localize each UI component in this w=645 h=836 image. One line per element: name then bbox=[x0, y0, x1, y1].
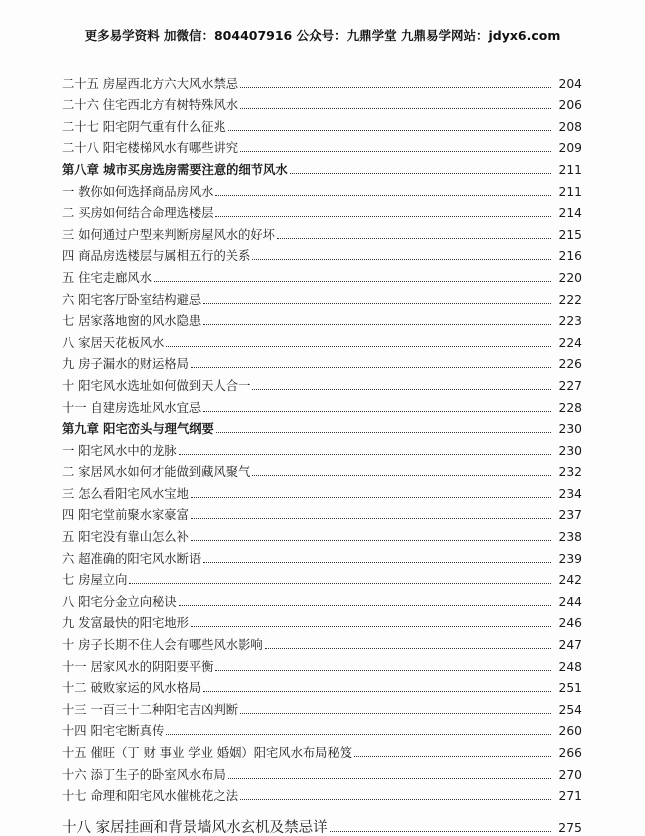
toc-entry-title: 十五 催旺（丁 财 事业 学业 婚姻）阳宅风水布局秘笈 bbox=[62, 746, 353, 760]
toc-page-number: 209 bbox=[558, 141, 582, 156]
toc-page-number: 275 bbox=[558, 820, 582, 836]
toc-entry-title: 二 家居风水如何才能做到藏风聚气 bbox=[62, 465, 251, 480]
toc-page-number: 224 bbox=[558, 335, 582, 350]
toc-entry[interactable] bbox=[62, 178, 582, 200]
toc-entry-title: 六 超准确的阳宅风水断语 bbox=[62, 551, 202, 566]
toc-page-number: 206 bbox=[558, 98, 582, 113]
dot-leader bbox=[203, 691, 551, 692]
toc-entry[interactable] bbox=[62, 394, 582, 416]
toc-page-number: 214 bbox=[558, 206, 582, 221]
toc-page-number: 223 bbox=[558, 314, 582, 329]
toc-entry[interactable] bbox=[62, 545, 582, 567]
toc-entry[interactable] bbox=[62, 675, 582, 697]
toc-entry[interactable] bbox=[62, 351, 582, 373]
dot-leader bbox=[166, 346, 551, 347]
toc-entry-title: 十一 自建房选址风水宜忌 bbox=[62, 400, 202, 415]
toc-entry[interactable] bbox=[62, 567, 582, 589]
toc-entry[interactable] bbox=[62, 480, 582, 502]
toc-entry[interactable] bbox=[62, 200, 582, 222]
dot-leader bbox=[290, 173, 551, 174]
toc-page-number: 271 bbox=[558, 789, 582, 804]
toc-entry-title: 四 商品房选楼层与属相五行的关系 bbox=[62, 249, 251, 264]
toc-entry[interactable] bbox=[62, 718, 582, 740]
dot-leader bbox=[203, 303, 551, 304]
toc-entry-title: 十四 阳宅宅断真传 bbox=[62, 724, 165, 739]
toc-entry-title: 一 教你如何选择商品房风水 bbox=[62, 184, 214, 199]
dot-leader bbox=[228, 130, 551, 131]
dot-leader bbox=[354, 756, 551, 757]
toc-entry-title: 二十六 住宅西北方有树特殊风水 bbox=[62, 98, 239, 113]
toc-page-number: 227 bbox=[558, 378, 582, 393]
toc-entry-title: 七 居家落地窗的风水隐患 bbox=[62, 314, 202, 329]
toc-page-number: 204 bbox=[558, 76, 582, 91]
toc-entry-title: 二十五 房屋西北方六大风水禁忌 bbox=[62, 76, 239, 91]
toc-page-number: 211 bbox=[558, 162, 582, 177]
table-of-contents bbox=[62, 70, 582, 836]
toc-page-number: 230 bbox=[558, 443, 582, 458]
dot-leader bbox=[252, 259, 551, 260]
toc-page-number: 242 bbox=[558, 573, 582, 588]
dot-leader bbox=[191, 626, 551, 627]
toc-entry[interactable] bbox=[62, 221, 582, 243]
toc-entry[interactable] bbox=[62, 92, 582, 114]
toc-page-number: 208 bbox=[558, 119, 582, 134]
toc-entry-title: 十八 家居挂画和背景墙风水玄机及禁忌详 bbox=[62, 820, 328, 836]
dot-leader bbox=[191, 540, 551, 541]
toc-page-number: 232 bbox=[558, 465, 582, 480]
toc-entry[interactable] bbox=[62, 308, 582, 330]
toc-entry-title: 六 阳宅客厅卧室结构避忌 bbox=[62, 292, 202, 307]
toc-entry[interactable] bbox=[62, 286, 582, 308]
toc-entry[interactable] bbox=[62, 329, 582, 351]
toc-page-number: 234 bbox=[558, 486, 582, 501]
dot-leader bbox=[240, 108, 551, 109]
dot-leader bbox=[228, 778, 551, 779]
toc-entry-title: 第八章 城市买房选房需要注意的细节风水 bbox=[62, 161, 288, 177]
toc-entry-title: 二十八 阳宅楼梯风水有哪些讲究 bbox=[62, 141, 239, 156]
toc-entry[interactable] bbox=[62, 739, 582, 761]
dot-leader bbox=[166, 734, 551, 735]
toc-entry-title: 八 家居天花板风水 bbox=[62, 335, 165, 350]
toc-page-number: 230 bbox=[558, 422, 582, 437]
toc-entry[interactable] bbox=[62, 653, 582, 675]
toc-page-number: 228 bbox=[558, 400, 582, 415]
dot-leader bbox=[203, 411, 551, 412]
toc-entry[interactable] bbox=[62, 459, 582, 481]
toc-page-number: 216 bbox=[558, 249, 582, 264]
toc-entry[interactable] bbox=[62, 804, 582, 836]
dot-leader bbox=[129, 583, 551, 584]
toc-page-number: 251 bbox=[558, 681, 582, 696]
toc-page-number: 237 bbox=[558, 508, 582, 523]
dot-leader bbox=[240, 799, 551, 800]
toc-chapter-entry[interactable] bbox=[62, 156, 582, 178]
toc-entry[interactable] bbox=[62, 696, 582, 718]
toc-entry[interactable] bbox=[62, 113, 582, 135]
dot-leader bbox=[252, 389, 551, 390]
dot-leader bbox=[203, 324, 551, 325]
toc-entry-title: 三 怎么看阳宅风水宝地 bbox=[62, 486, 189, 501]
dot-leader bbox=[265, 648, 551, 649]
toc-page-number: 220 bbox=[558, 270, 582, 285]
toc-entry[interactable] bbox=[62, 783, 582, 805]
toc-entry-title: 八 阳宅分金立向秘诀 bbox=[62, 594, 177, 609]
toc-entry-title: 十七 命理和阳宅风水催桃花之法 bbox=[62, 789, 239, 804]
toc-entry[interactable] bbox=[62, 610, 582, 632]
toc-entry-title: 十 阳宅风水选址如何做到天人合一 bbox=[62, 378, 251, 393]
toc-page-number: 254 bbox=[558, 702, 582, 717]
toc-entry-title: 五 住宅走廊风水 bbox=[62, 270, 152, 285]
toc-page-number: 247 bbox=[558, 638, 582, 653]
toc-entry-title: 二 买房如何结合命理选楼层 bbox=[62, 206, 214, 221]
dot-leader bbox=[215, 670, 551, 671]
toc-page-number: 246 bbox=[558, 616, 582, 631]
toc-entry[interactable] bbox=[62, 588, 582, 610]
dot-leader bbox=[179, 454, 551, 455]
dot-leader bbox=[240, 713, 551, 714]
toc-page-number: 248 bbox=[558, 659, 582, 674]
toc-page-number: 244 bbox=[558, 594, 582, 609]
toc-entry[interactable] bbox=[62, 631, 582, 653]
toc-entry-title: 三 如何通过户型来判断房屋风水的好坏 bbox=[62, 227, 275, 242]
toc-entry-title: 四 阳宅堂前聚水家豪富 bbox=[62, 508, 189, 523]
toc-entry-title: 第九章 阳宅峦头与理气纲要 bbox=[62, 421, 214, 437]
dot-leader bbox=[179, 605, 551, 606]
toc-entry-title: 十一 居家风水的阴阳要平衡 bbox=[62, 659, 214, 674]
toc-entry-title: 五 阳宅没有靠山怎么补 bbox=[62, 530, 189, 545]
toc-page-number: 222 bbox=[558, 292, 582, 307]
toc-entry-title: 十 房子长期不住人会有哪些风水影响 bbox=[62, 638, 263, 653]
dot-leader bbox=[191, 497, 551, 498]
dot-leader bbox=[252, 475, 551, 476]
toc-entry-title: 十二 破败家运的风水格局 bbox=[62, 681, 202, 696]
dot-leader bbox=[191, 518, 551, 519]
toc-page-number: 238 bbox=[558, 530, 582, 545]
dot-leader bbox=[216, 432, 551, 433]
toc-entry[interactable] bbox=[62, 243, 582, 265]
toc-chapter-entry[interactable] bbox=[62, 416, 582, 438]
toc-entry-title: 九 发富最快的阳宅地形 bbox=[62, 616, 189, 631]
page-header-watermark: 更多易学资料 加微信：804407916 公众号：九鼎学堂 九鼎易学网站：jdyx6.com bbox=[84, 28, 561, 43]
dot-leader bbox=[215, 216, 551, 217]
dot-leader bbox=[330, 831, 551, 832]
toc-entry[interactable] bbox=[62, 372, 582, 394]
toc-page-number: 226 bbox=[558, 357, 582, 372]
dot-leader bbox=[154, 281, 551, 282]
toc-page-number: 215 bbox=[558, 227, 582, 242]
dot-leader bbox=[277, 238, 551, 239]
toc-page-number: 239 bbox=[558, 551, 582, 566]
toc-entry-title: 一 阳宅风水中的龙脉 bbox=[62, 443, 177, 458]
toc-page-number: 270 bbox=[558, 767, 582, 782]
dot-leader bbox=[191, 367, 551, 368]
toc-entry[interactable] bbox=[62, 135, 582, 157]
dot-leader bbox=[215, 195, 551, 196]
toc-page-number: 211 bbox=[558, 184, 582, 199]
toc-page-number: 266 bbox=[558, 746, 582, 760]
dot-leader bbox=[203, 562, 551, 563]
toc-page-number: 260 bbox=[558, 724, 582, 739]
dot-leader bbox=[240, 87, 551, 88]
toc-entry[interactable] bbox=[62, 761, 582, 783]
toc-entry[interactable] bbox=[62, 437, 582, 459]
toc-entry-title: 七 房屋立向 bbox=[62, 573, 128, 588]
toc-entry-title: 十六 添丁生子的卧室风水布局 bbox=[62, 767, 226, 782]
toc-entry[interactable] bbox=[62, 70, 582, 92]
toc-entry[interactable] bbox=[62, 523, 582, 545]
toc-entry-title: 十三 一百三十二种阳宅吉凶判断 bbox=[62, 702, 239, 717]
dot-leader bbox=[240, 151, 551, 152]
toc-entry-title: 九 房子漏水的财运格局 bbox=[62, 357, 189, 372]
toc-entry-title: 二十七 阳宅阴气重有什么征兆 bbox=[62, 119, 226, 134]
toc-entry[interactable] bbox=[62, 264, 582, 286]
toc-entry[interactable] bbox=[62, 502, 582, 524]
